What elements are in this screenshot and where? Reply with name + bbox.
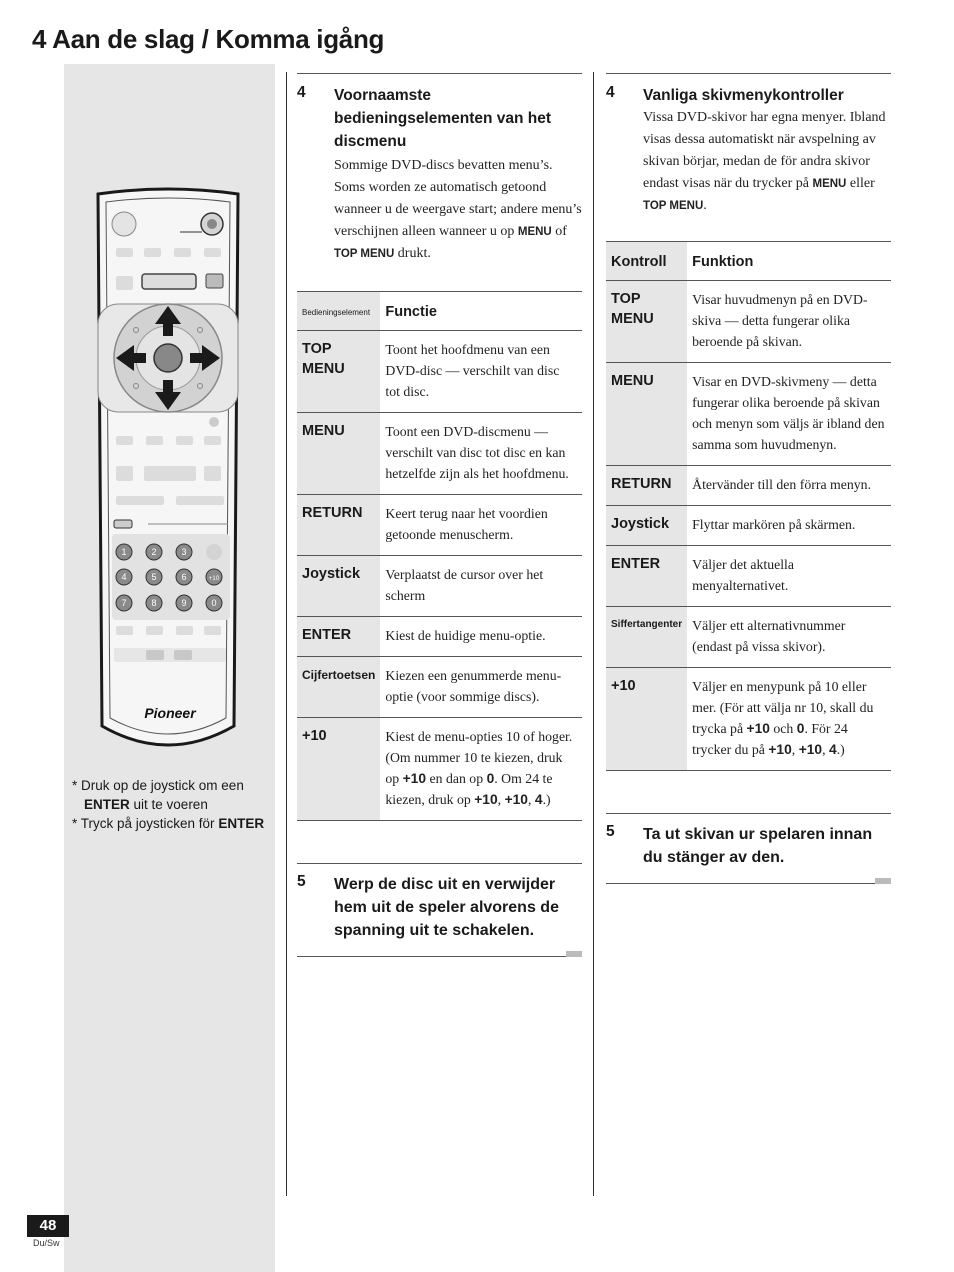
keypad-button (176, 595, 192, 611)
row-key: Joystick (297, 556, 380, 617)
row-key: MENU (297, 413, 380, 495)
note-dutch: * Druk op de joystick om een ENTER uit te voeren (72, 778, 244, 812)
row-key: TOP MENU (297, 331, 380, 413)
svg-text:6: 6 (181, 572, 187, 582)
svg-text:8: 8 (151, 598, 157, 608)
table-row (297, 556, 582, 617)
row-value: Visar en DVD-skivmeny — detta fungerar olika beroende på skivan och menyn som väljs är ibland den samma som huvudmenyn. (692, 374, 885, 452)
row-key: TOP MENU (606, 281, 687, 363)
dutch-column (297, 73, 582, 957)
row-key: Joystick (606, 506, 687, 546)
display-window (142, 274, 196, 289)
table-row (297, 413, 582, 495)
table-header-key: Kontroll (606, 242, 687, 281)
svg-text:+10: +10 (208, 576, 220, 582)
swedish-controls-table (606, 241, 891, 771)
row-key: Siffertangenter (606, 607, 687, 668)
note-swedish: * Tryck på joysticken för ENTER (72, 816, 265, 831)
table-row (606, 506, 891, 546)
keypad-button (146, 569, 162, 585)
svg-text:3: 3 (181, 547, 187, 557)
row-value: Kiest de huidige menu-optie. (385, 628, 546, 643)
table-header-value: Funktion (692, 254, 754, 270)
table-row (606, 363, 891, 466)
page-title: 4 Aan de slag / Komma igång (32, 24, 385, 54)
table-row (606, 466, 891, 506)
svg-text:4: 4 (121, 572, 127, 582)
keypad-button (146, 595, 162, 611)
remote-round-key (112, 212, 136, 236)
table-header-key: Bedieningselement (297, 292, 380, 331)
row-key: RETURN (606, 466, 687, 506)
keypad-button (146, 544, 162, 560)
column-divider-left (286, 72, 287, 1196)
swedish-step-5: 5 Ta ut skivan ur spelaren innan du stänger av den. (606, 813, 891, 869)
svg-text:2: 2 (151, 547, 157, 557)
row-value: Återvänder till den förra menyn. (692, 477, 872, 492)
table-row (297, 617, 582, 657)
table-row (606, 607, 891, 668)
step-number: 4 (606, 84, 615, 101)
row-value: Väljer ett alternativnummer (endast på vissa skivor). (692, 618, 846, 654)
language-code: Du/Sw (33, 1238, 60, 1248)
remote-brand-logo: Pioneer (144, 705, 196, 721)
table-header-value: Functie (385, 304, 437, 320)
row-key: MENU (606, 363, 687, 466)
section-end-rule (297, 956, 582, 957)
step-body: Sommige DVD-discs bevatten menu’s. Soms worden ze automatisch getoond wanneer u de weergave start; andere menu’s verschijnen alleen wanneer u op MENU of TOP MENU drukt. (334, 158, 582, 261)
row-key: RETURN (297, 495, 380, 556)
row-value: Visar huvudmenyn på en DVD-skiva — detta fungerar olika beroende på skivan. (692, 292, 868, 349)
column-divider-right (593, 72, 594, 1196)
page-number: 48 (27, 1215, 69, 1237)
row-key: ENTER (297, 617, 380, 657)
step-body: Vissa DVD-skivor har egna menyer. Ibland visas dessa automatiskt när avspelning av skivan börjar, medan de för andra skivor endast visas när du trycker på MENU eller TOP MENU. (643, 110, 886, 213)
remote-control-illustration (88, 186, 248, 762)
table-row (606, 546, 891, 607)
keypad-button (116, 544, 132, 560)
svg-text:0: 0 (211, 598, 217, 608)
row-value: Keert terug naar het voordien getoonde menuscherm. (385, 506, 548, 542)
keypad-button (206, 569, 222, 585)
step-heading: Vanliga skivmenykontroller (643, 87, 844, 104)
keypad-button (116, 595, 132, 611)
section-end-rule (606, 883, 891, 884)
svg-text:5: 5 (151, 572, 157, 582)
joystick-notes (72, 776, 272, 833)
row-value: Verplaatst de cursor over het scherm (385, 567, 544, 603)
row-key: ENTER (606, 546, 687, 607)
row-key: Cijfertoetsen (297, 657, 380, 718)
table-row (297, 495, 582, 556)
keypad-button (176, 569, 192, 585)
row-value: Toont een DVD-discmenu — verschilt van disc tot disc en kan hetzelfde zijn als het hoofdmenu. (385, 424, 569, 481)
step-heading: Voornaamste bedieningselementen van het discmenu (334, 87, 552, 150)
joystick-center (154, 344, 182, 372)
swedish-column (606, 73, 891, 884)
step-number: 4 (297, 84, 306, 101)
keypad-button (206, 595, 222, 611)
dutch-controls-table (297, 291, 582, 821)
svg-text:9: 9 (181, 598, 187, 608)
row-value: Flyttar markören på skärmen. (692, 517, 856, 532)
keypad-button (176, 544, 192, 560)
svg-text:1: 1 (121, 547, 127, 557)
row-value: Väljer det aktuella menyalternativet. (692, 557, 795, 593)
dutch-step-4 (297, 84, 582, 265)
keypad-button (116, 569, 132, 585)
table-row-plus10: +10 Kiest de menu-opties 10 of hoger. (Om nummer 10 te kiezen, druk op +10 en dan op 0. Om 24 te kiezen, druk op +10, +10, 4.) (297, 718, 582, 821)
row-value: Toont het hoofdmenu van een DVD-disc — verschilt van disc tot disc. (385, 342, 560, 399)
row-value: Kiezen een genummerde menu-optie (voor sommige discs). (385, 668, 562, 704)
table-row (297, 331, 582, 413)
table-row (606, 281, 891, 363)
table-row-plus10: +10 Väljer en menypunk på 10 eller mer. (För att välja nr 10, skall du trycka på +10 och 0. För 24 trycker du på +10, +10, 4.) (606, 668, 891, 771)
table-row (297, 657, 582, 718)
svg-text:7: 7 (121, 598, 127, 608)
dutch-step-5: 5 Werp de disc uit en verwijder hem uit de speler alvorens de spanning uit te schakelen. (297, 863, 582, 942)
swedish-step-4 (606, 84, 891, 217)
